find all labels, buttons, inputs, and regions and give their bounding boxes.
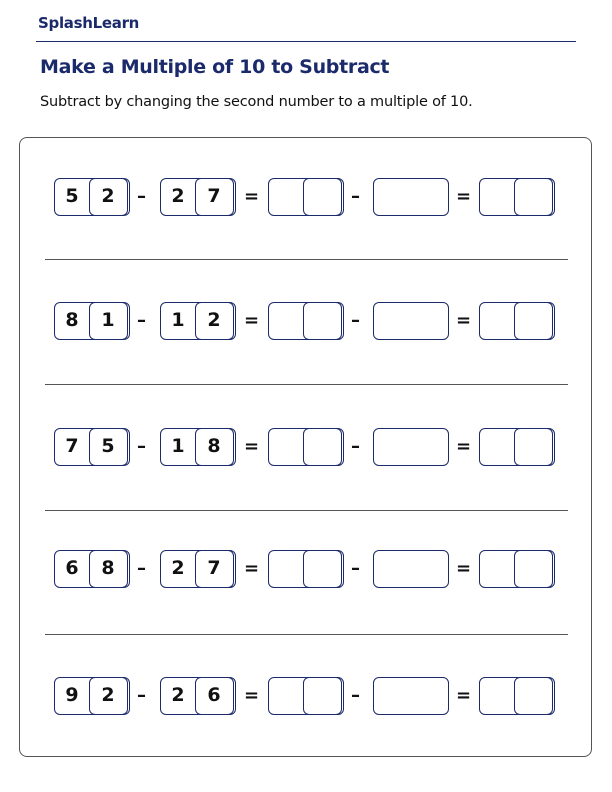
answer-box-multiple-of-10[interactable] [373,428,449,466]
first-number-ones: 8 [101,557,115,579]
minus-sign: – [137,558,146,579]
minus-sign: – [137,685,146,706]
first-number-box [54,178,130,216]
second-number-box [160,550,236,588]
minus-sign: – [137,186,146,207]
second-number-ones: 7 [207,557,221,579]
first-number-tens: 8 [65,309,79,331]
equals-sign: = [244,558,260,579]
first-number-box [54,302,130,340]
second-number-ones: 7 [207,185,221,207]
equals-sign: = [456,436,472,457]
problem-row [20,178,593,218]
minus-sign: – [351,310,360,331]
problem-row [20,550,593,590]
instructions: Subtract by changing the second number to a multiple of 10. [40,94,473,110]
row-divider [45,384,568,385]
answer-box-multiple-of-10[interactable] [373,302,449,340]
second-number-box [160,428,236,466]
second-number-tens: 1 [171,309,185,331]
second-number-tens: 2 [171,185,185,207]
header-divider [36,41,576,42]
first-number-tens: 6 [65,557,79,579]
row-divider [45,634,568,635]
first-number-ones: 2 [101,684,115,706]
problem-row [20,428,593,468]
second-number-ones: 2 [207,309,221,331]
equals-sign: = [244,310,260,331]
minus-sign: – [137,436,146,457]
answer-box-multiple-of-10[interactable] [373,550,449,588]
equals-sign: = [456,310,472,331]
first-number-ones: 5 [101,435,115,457]
second-number-box [160,302,236,340]
second-number-box [160,178,236,216]
answer-box-adjusted-first[interactable] [268,677,344,715]
problem-row [20,677,593,717]
equals-sign: = [244,436,260,457]
second-number-ones: 6 [207,684,221,706]
answer-box-adjusted-first[interactable] [268,428,344,466]
answer-box-multiple-of-10[interactable] [373,178,449,216]
answer-box-adjusted-first[interactable] [268,550,344,588]
row-divider [45,259,568,260]
equals-sign: = [456,685,472,706]
equals-sign: = [456,186,472,207]
equals-sign: = [456,558,472,579]
answer-box-result[interactable] [479,677,555,715]
first-number-tens: 9 [65,684,79,706]
equals-sign: = [244,685,260,706]
brand-logo: SplashLearn [38,14,140,32]
answer-box-result[interactable] [479,178,555,216]
first-number-ones: 2 [101,185,115,207]
problem-row [20,302,593,342]
minus-sign: – [351,186,360,207]
first-number-box [54,677,130,715]
answer-box-adjusted-first[interactable] [268,302,344,340]
answer-box-adjusted-first[interactable] [268,178,344,216]
first-number-ones: 1 [101,309,115,331]
worksheet-panel [19,137,592,757]
minus-sign: – [137,310,146,331]
answer-box-result[interactable] [479,302,555,340]
first-number-box [54,428,130,466]
minus-sign: – [351,436,360,457]
first-number-tens: 5 [65,185,79,207]
second-number-ones: 8 [207,435,221,457]
page-title: Make a Multiple of 10 to Subtract [40,56,390,78]
minus-sign: – [351,685,360,706]
second-number-tens: 1 [171,435,185,457]
answer-box-result[interactable] [479,428,555,466]
first-number-tens: 7 [65,435,79,457]
answer-box-result[interactable] [479,550,555,588]
second-number-tens: 2 [171,557,185,579]
row-divider [45,510,568,511]
minus-sign: – [351,558,360,579]
equals-sign: = [244,186,260,207]
second-number-tens: 2 [171,684,185,706]
first-number-box [54,550,130,588]
answer-box-multiple-of-10[interactable] [373,677,449,715]
second-number-box [160,677,236,715]
